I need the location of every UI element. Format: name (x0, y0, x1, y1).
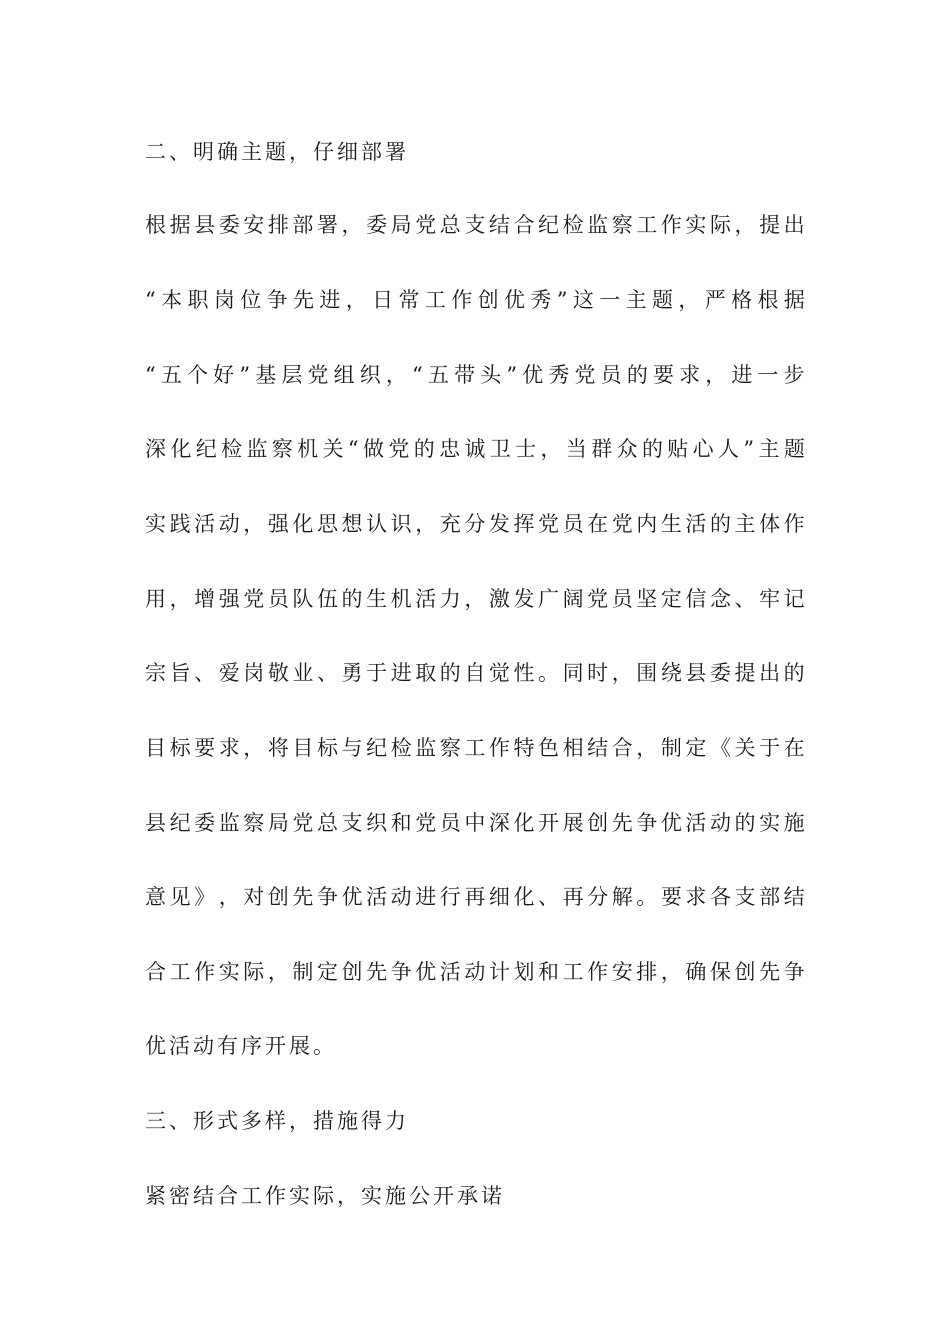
paragraph-line: 意 见 》 ， 对 创 先 争 优 活 动 进 行 再 细 化 、 再 分 解 。 要 求 各 支 部 结 (145, 885, 805, 909)
paragraph-line: 县 纪 委 监 察 局 党 总 支 织 和 党 员 中 深 化 开 展 创 先 争 优 活 动 的 实 施 (145, 811, 805, 835)
paragraph-line: 实 践 活 动 ， 强 化 思 想 认 识 ， 充 分 发 挥 党 员 在 党 内 生 活 的 主 体 作 (145, 512, 805, 536)
paragraph-line: 用 ， 增 强 党 员 队 伍 的 生 机 活 力 ， 激 发 广 阔 党 员 坚 定 信 念 、 牢 记 (145, 587, 805, 611)
paragraph-line: 宗 旨 、 爱 岗 敬 业 、 勇 于 进 取 的 自 觉 性 。 同 时 ， 围 绕 县 委 提 出 的 (145, 661, 805, 685)
paragraph-line: “ 本 职 岗 位 争 先 进 ， 日 常 工 作 创 优 秀 ” 这 一 主 题 ， 严 格 根 据 (145, 288, 805, 312)
paragraph-line: 合 工 作 实 际 ， 制 定 创 先 争 优 活 动 计 划 和 工 作 安 排 ， 确 保 创 先 争 (145, 960, 805, 984)
section-heading-2: 二、明确主题，仔细部署 (145, 140, 409, 164)
paragraph-line: 紧密结合工作实际，实施公开承诺 (145, 1184, 505, 1208)
paragraph-line: 目 标 要 求 ， 将 目 标 与 纪 检 监 察 工 作 特 色 相 结 合 ， 制 定 《 关 于 在 (145, 736, 805, 760)
section-heading-3: 三、形式多样，措施得力 (145, 1109, 409, 1133)
paragraph-line: 深 化 纪 检 监 察 机 关 “ 做 党 的 忠 诚 卫 士 ， 当 群 众 的 贴 心 人 ” 主 题 (145, 437, 805, 461)
paragraph-line: 根 据 县 委 安 排 部 署 ， 委 局 党 总 支 结 合 纪 检 监 察 工 作 实 际 ， 提 出 (145, 213, 805, 237)
paragraph-line: “ 五 个 好 ” 基 层 党 组 织 ， “ 五 带 头 ” 优 秀 党 员 的 要 求 ， 进 一 步 (145, 363, 805, 387)
paragraph-line-last: 优活动有序开展。 (145, 1034, 337, 1058)
